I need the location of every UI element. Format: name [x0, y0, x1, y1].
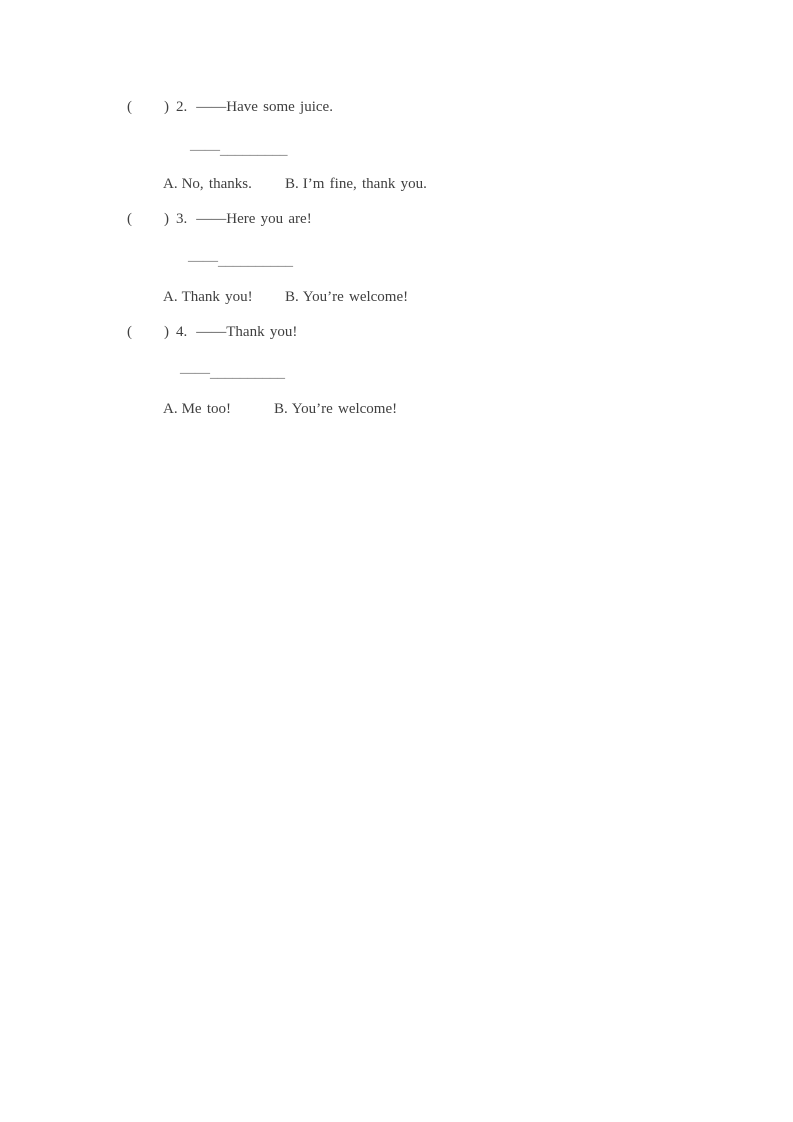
blank-dash: —— [188, 253, 218, 269]
question-prompt: Thank you! [226, 324, 298, 340]
blank-underline: __________ [218, 253, 293, 269]
question-3-line [127, 210, 312, 229]
option-b [285, 176, 427, 192]
option-a-label: A. [163, 401, 178, 417]
question-prompt: Have some juice. [226, 99, 333, 115]
option-a-text: Thank you! [181, 289, 253, 305]
prompt-dash: —— [196, 324, 227, 340]
option-b-label: B. [274, 401, 288, 417]
option-b-text: You’re welcome! [302, 289, 409, 305]
question-2-options [163, 175, 427, 194]
option-b-label: B. [285, 176, 299, 192]
option-a-text: No, thanks. [181, 176, 252, 192]
question-3-answer-blank [188, 252, 293, 271]
option-a [163, 175, 285, 194]
option-b-text: I’m fine, thank you. [302, 176, 427, 192]
option-b-label: B. [285, 289, 299, 305]
question-4-line [127, 323, 297, 342]
question-number: 4. [176, 324, 188, 340]
prompt-dash: —— [196, 99, 227, 115]
blank-dash: —— [180, 365, 210, 381]
answer-paren-close: ) [164, 211, 169, 227]
option-b [285, 289, 408, 305]
question-2-line [127, 98, 333, 117]
option-a-label: A. [163, 176, 178, 192]
question-number: 2. [176, 99, 188, 115]
option-a [163, 400, 274, 419]
answer-paren-open: ( [127, 324, 132, 340]
answer-paren-close: ) [164, 324, 169, 340]
question-4-options [163, 400, 397, 419]
answer-paren-close: ) [164, 99, 169, 115]
option-a-label: A. [163, 289, 178, 305]
option-b-text: You’re welcome! [291, 401, 398, 417]
question-3-options [163, 288, 408, 307]
option-b [274, 401, 397, 417]
blank-dash: —— [190, 142, 220, 158]
question-2-answer-blank [190, 141, 288, 160]
question-4-answer-blank [180, 364, 285, 383]
answer-paren-open: ( [127, 99, 132, 115]
question-number: 3. [176, 211, 188, 227]
blank-underline: _________ [220, 142, 288, 158]
prompt-dash: —— [196, 211, 227, 227]
question-prompt: Here you are! [226, 211, 312, 227]
option-a-text: Me too! [181, 401, 232, 417]
blank-underline: __________ [210, 365, 285, 381]
answer-paren-open: ( [127, 211, 132, 227]
option-a [163, 288, 285, 307]
